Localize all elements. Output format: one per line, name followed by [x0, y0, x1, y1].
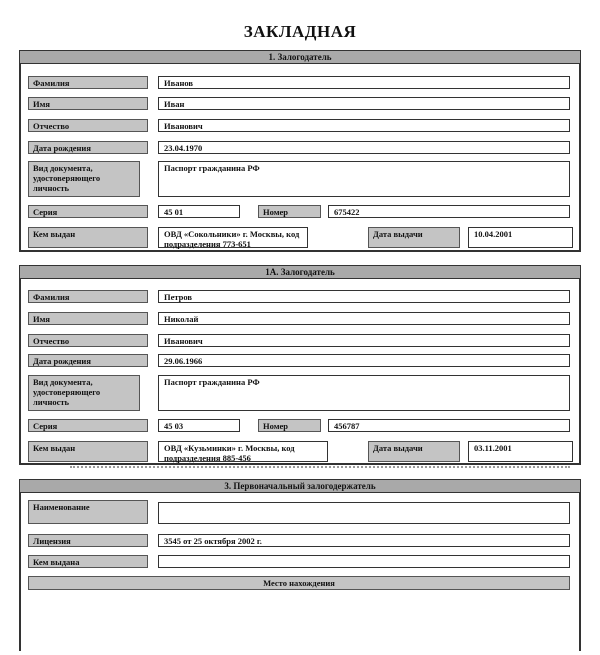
patronymic-field: Иванович — [158, 334, 570, 347]
series-label: Серия — [28, 419, 148, 432]
issued-by-label: Кем выдан — [28, 441, 148, 462]
section-header: 1А. Залогодатель — [20, 266, 580, 279]
issued-by-field: ОВД «Сокольники» г. Москвы, код подразделения 773-651 — [158, 227, 308, 248]
doc-type-label: Вид документа, удостоверяющего личность — [28, 161, 140, 197]
license-issued-by-label: Кем выдана — [28, 555, 148, 568]
number-label: Номер — [258, 419, 321, 432]
number-field: 456787 — [328, 419, 570, 432]
section-mortgagor-1a — [19, 265, 581, 465]
name-field: Николай — [158, 312, 570, 325]
torn-edge-divider — [70, 466, 570, 470]
series-field: 45 01 — [158, 205, 240, 218]
section-original-mortgagee — [19, 479, 581, 651]
section-header: 1. Залогодатель — [20, 51, 580, 64]
section-header: 3. Первоначальный залогодержатель — [20, 480, 580, 493]
issued-by-label: Кем выдан — [28, 227, 148, 248]
issue-date-label: Дата выдачи — [368, 441, 460, 462]
name-label: Имя — [28, 312, 148, 325]
issue-date-field: 03.11.2001 — [468, 441, 573, 462]
document-title: ЗАКЛАДНАЯ — [243, 22, 357, 41]
doc-type-field: Паспорт гражданина РФ — [158, 375, 570, 411]
birth-date-field: 29.06.1966 — [158, 354, 570, 367]
license-issued-by-field — [158, 555, 570, 568]
section-mortgagor-1 — [19, 50, 581, 252]
birth-date-label: Дата рождения — [28, 354, 148, 367]
doc-type-label: Вид документа, удостоверяющего личность — [28, 375, 140, 411]
organization-name-field — [158, 502, 570, 524]
issued-by-field: ОВД «Кузьминки» г. Москвы, код подразделения 885-456 — [158, 441, 328, 462]
surname-label: Фамилия — [28, 76, 148, 89]
license-label: Лицензия — [28, 534, 148, 547]
name-label: Имя — [28, 97, 148, 110]
surname-field: Иванов — [158, 76, 570, 89]
number-label: Номер — [258, 205, 321, 218]
patronymic-label: Отчество — [28, 119, 148, 132]
issue-date-field: 10.04.2001 — [468, 227, 573, 248]
patronymic-label: Отчество — [28, 334, 148, 347]
series-field: 45 03 — [158, 419, 240, 432]
surname-field: Петров — [158, 290, 570, 303]
license-field: 3545 от 25 октября 2002 г. — [158, 534, 570, 547]
doc-type-field: Паспорт гражданина РФ — [158, 161, 570, 197]
patronymic-field: Иванович — [158, 119, 570, 132]
name-field: Иван — [158, 97, 570, 110]
birth-date-field: 23.04.1970 — [158, 141, 570, 154]
birth-date-label: Дата рождения — [28, 141, 148, 154]
surname-label: Фамилия — [28, 290, 148, 303]
series-label: Серия — [28, 205, 148, 218]
organization-name-label: Наименование — [28, 500, 148, 524]
location-header: Место нахождения — [28, 576, 570, 590]
issue-date-label: Дата выдачи — [368, 227, 460, 248]
number-field: 675422 — [328, 205, 570, 218]
